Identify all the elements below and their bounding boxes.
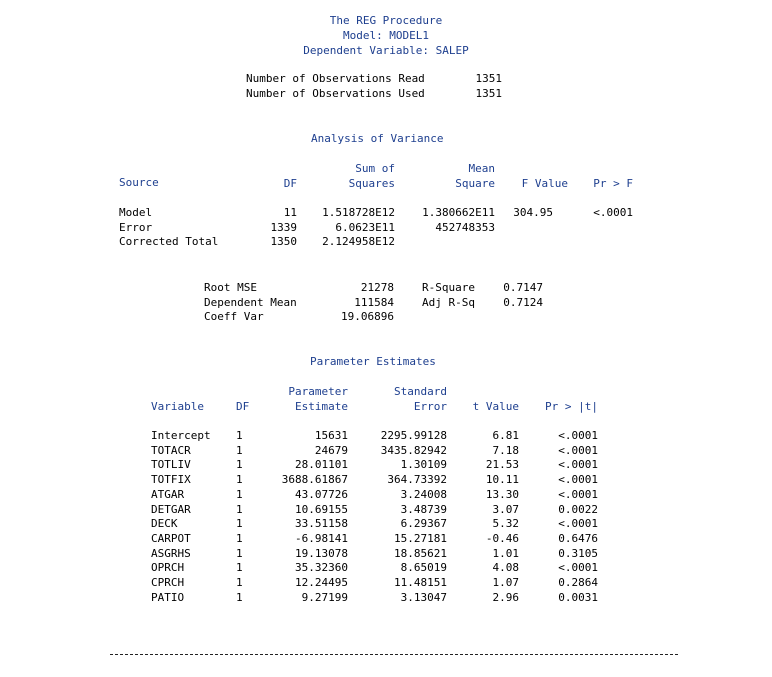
params-header-se-bottom: Error	[413, 400, 447, 413]
param-estimate: 15631	[314, 429, 348, 442]
fit-label: Root MSE	[204, 281, 257, 294]
param-t-value: 21.53	[485, 458, 519, 472]
fit-value2: 0.7147	[503, 281, 543, 294]
param-estimate: 10.69155	[295, 502, 348, 516]
anova-title: Analysis of Variance	[311, 132, 444, 145]
param-t-value: 13.30	[485, 487, 519, 501]
fit-label2: Adj R-Sq	[422, 295, 475, 309]
param-variable: TOTFIX	[151, 473, 191, 487]
fit-label2	[422, 310, 500, 325]
param-std-error: 15.27181	[394, 531, 447, 545]
param-estimate: -6.98141	[295, 531, 348, 545]
param-p-value: <.0001	[558, 561, 598, 575]
param-df: 1	[236, 487, 243, 501]
param-variable: TOTLIV	[151, 458, 191, 472]
anova-header-df: DF	[283, 177, 297, 190]
param-std-error: 3.48739	[400, 502, 447, 516]
param-df: 1	[236, 531, 243, 545]
anova-header-f: F Value	[521, 177, 568, 190]
param-std-error: 3.13047	[400, 590, 447, 604]
param-std-error: 18.85621	[394, 546, 447, 560]
param-variable: Intercept	[151, 429, 211, 442]
param-std-error: 3.24008	[400, 487, 447, 501]
param-df: 1	[236, 443, 243, 457]
table-row	[151, 473, 598, 488]
table-row	[151, 517, 598, 532]
param-variable: DECK	[151, 517, 178, 531]
obs-used-label: Number of Observations Used	[246, 87, 425, 100]
anova-ss: 2.124958E12	[322, 235, 395, 249]
params-header-est-top: Parameter	[288, 385, 348, 398]
anova-df: 1350	[270, 235, 297, 249]
param-t-value: 3.07	[492, 502, 519, 516]
fit-value2	[500, 310, 543, 325]
anova-f: 304.95	[513, 206, 553, 219]
param-df: 1	[236, 517, 243, 531]
param-variable: ATGAR	[151, 487, 185, 501]
param-std-error: 6.29367	[400, 517, 447, 531]
param-variable: DETGAR	[151, 502, 191, 516]
model-label: Model: MODEL1	[342, 29, 430, 42]
anova-ms	[395, 235, 495, 250]
anova-source: Corrected Total	[119, 235, 219, 249]
param-df: 1	[236, 473, 243, 487]
anova-table	[119, 206, 633, 250]
table-row	[119, 235, 633, 250]
fit-label: Coeff Var	[204, 310, 264, 324]
table-row	[204, 310, 543, 325]
param-t-value: 5.32	[492, 517, 519, 531]
fit-label: Dependent Mean	[204, 295, 297, 309]
anova-df: 1339	[270, 220, 297, 234]
anova-f	[495, 221, 553, 236]
anova-header-ss-top: Sum of	[355, 162, 395, 175]
param-estimate: 9.27199	[301, 590, 348, 604]
params-header-se-top: Standard	[394, 385, 447, 398]
param-estimate: 33.51158	[295, 517, 348, 531]
param-estimate: 24679	[314, 443, 348, 457]
table-row	[151, 458, 598, 473]
param-p-value: <.0001	[558, 458, 598, 472]
param-p-value: <.0001	[558, 473, 598, 487]
param-variable: OPRCH	[151, 561, 185, 575]
param-estimate: 28.01101	[295, 458, 348, 472]
anova-header-ms-bottom: Square	[455, 177, 495, 190]
obs-used-value: 1351	[475, 87, 502, 100]
param-estimate: 43.07726	[295, 487, 348, 501]
param-p-value: <.0001	[558, 517, 598, 531]
parameter-estimates-table	[151, 429, 598, 605]
param-p-value: <.0001	[558, 487, 598, 501]
param-p-value: 0.3105	[558, 546, 598, 560]
param-df: 1	[236, 576, 243, 590]
anova-source: Model	[119, 206, 153, 219]
param-p-value: <.0001	[558, 429, 598, 442]
anova-ss: 6.0623E11	[335, 220, 395, 234]
anova-p	[553, 235, 633, 250]
fit-value2: 0.7124	[503, 295, 543, 309]
anova-ss: 1.518728E12	[322, 206, 395, 219]
params-header-t: t Value	[472, 400, 519, 413]
param-df: 1	[236, 546, 243, 560]
param-variable: CPRCH	[151, 576, 185, 590]
param-t-value: 2.96	[492, 590, 519, 604]
table-row	[151, 488, 598, 503]
param-std-error: 3435.82942	[380, 443, 447, 457]
param-std-error: 2295.99128	[380, 429, 447, 442]
fit-value: 19.06896	[341, 310, 394, 324]
fit-value: 21278	[360, 281, 394, 294]
param-df: 1	[236, 502, 243, 516]
anova-header-p: Pr > F	[593, 177, 633, 190]
anova-header-ms-top: Mean	[468, 162, 495, 175]
param-t-value: 1.01	[492, 546, 519, 560]
param-t-value: 1.07	[492, 576, 519, 590]
param-t-value: 7.18	[492, 443, 519, 457]
param-p-value: 0.6476	[558, 531, 598, 545]
anova-header-ss-bottom: Squares	[348, 177, 395, 190]
table-row	[119, 221, 633, 236]
param-t-value: 4.08	[492, 561, 519, 575]
table-row	[151, 429, 598, 444]
param-df: 1	[236, 561, 243, 575]
param-variable: CARPOT	[151, 531, 191, 545]
anova-f	[495, 235, 553, 250]
param-variable: TOTACR	[151, 443, 191, 457]
params-header-variable: Variable	[151, 400, 204, 413]
anova-ms: 452748353	[435, 220, 495, 234]
anova-p: <.0001	[593, 206, 633, 219]
param-estimate: 3688.61867	[281, 473, 348, 487]
param-variable: PATIO	[151, 590, 185, 604]
param-std-error: 8.65019	[400, 561, 447, 575]
anova-source: Error	[119, 220, 153, 234]
table-row	[151, 503, 598, 518]
table-row	[151, 576, 598, 591]
param-df: 1	[236, 458, 243, 472]
param-std-error: 364.73392	[387, 473, 447, 487]
anova-df: 11	[283, 206, 297, 219]
param-std-error: 11.48151	[394, 576, 447, 590]
table-row	[151, 532, 598, 547]
param-estimate: 35.32360	[295, 561, 348, 575]
params-header-est-bottom: Estimate	[295, 400, 348, 413]
table-row	[151, 444, 598, 459]
obs-read-value: 1351	[475, 72, 502, 85]
table-row	[204, 296, 543, 311]
param-t-value: 10.11	[485, 473, 519, 487]
table-row	[119, 206, 633, 221]
param-p-value: <.0001	[558, 443, 598, 457]
fit-value: 111584	[354, 295, 394, 309]
param-variable: ASGRHS	[151, 546, 191, 560]
param-df: 1	[236, 590, 243, 604]
param-df: 1	[236, 429, 243, 442]
table-row	[204, 281, 543, 296]
fit-label2: R-Square	[422, 281, 475, 294]
anova-header-source: Source	[119, 176, 159, 189]
dependent-variable-label: Dependent Variable: SALEP	[303, 44, 469, 57]
param-t-value: 6.81	[492, 429, 519, 442]
param-t-value: -0.46	[485, 531, 519, 545]
page-break-divider	[110, 654, 678, 655]
parameter-estimates-title: Parameter Estimates	[310, 355, 436, 368]
param-p-value: 0.2864	[558, 576, 598, 590]
param-p-value: 0.0031	[558, 590, 598, 604]
param-std-error: 1.30109	[400, 458, 447, 472]
params-header-df: DF	[236, 400, 250, 413]
anova-ms: 1.380662E11	[422, 206, 495, 219]
param-p-value: 0.0022	[558, 502, 598, 516]
fit-statistics-table	[204, 281, 543, 325]
anova-p	[553, 221, 633, 236]
param-estimate: 19.13078	[295, 546, 348, 560]
procedure-title: The REG Procedure	[329, 14, 443, 27]
params-header-p: Pr > |t|	[545, 400, 598, 413]
table-row	[151, 591, 598, 606]
table-row	[151, 561, 598, 576]
obs-read-label: Number of Observations Read	[246, 72, 425, 85]
param-estimate: 12.24495	[295, 576, 348, 590]
table-row	[151, 547, 598, 562]
